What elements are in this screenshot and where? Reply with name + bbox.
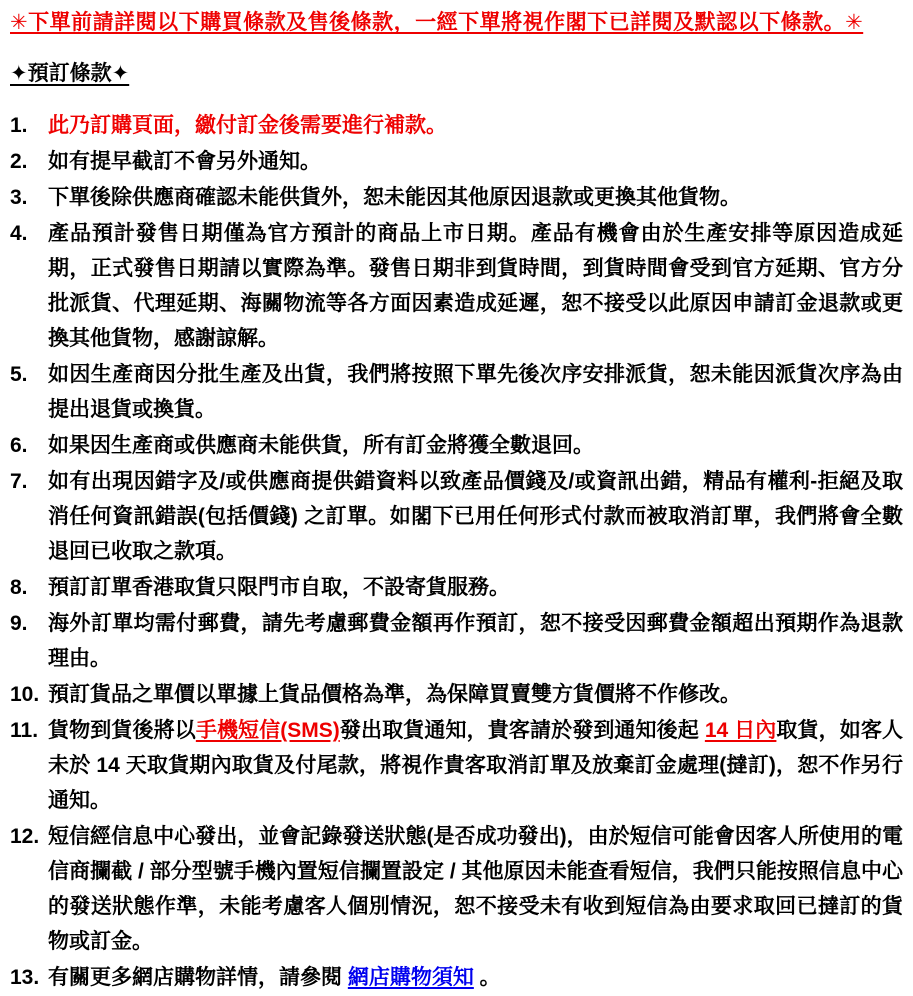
term-text	[48, 222, 903, 350]
term-segment: 海外訂單均需付郵費，請先考慮郵費金額再作預訂，恕不接受因郵費金額超出預期作為退款理由。	[48, 612, 903, 670]
term-number: 13.	[10, 966, 40, 989]
term-item	[10, 108, 903, 143]
term-text	[48, 470, 903, 563]
term-number: 4.	[10, 222, 28, 245]
term-item	[10, 819, 903, 959]
term-text	[48, 114, 447, 137]
term-number: 12.	[10, 825, 40, 848]
term-segment: 短信經信息中心發出，並會記錄發送狀態(是否成功發出)，由於短信可能會因客人所使用的電信商攔截 / 部分型號手機內置短信攔置設定 / 其他原因未能查看短信，我們只能按照信息中心的發送狀態作準，未能考慮客人個別情況，恕不接受未有收到短信為由要求取回已撻訂的貨物或訂金。	[48, 825, 903, 953]
term-text	[48, 363, 903, 421]
term-segment: 有關更多網店購物詳情，請參閱	[48, 966, 348, 989]
term-number: 9.	[10, 612, 28, 635]
term-segment: 發出取貨通知，貴客請於發到通知後起	[339, 719, 705, 742]
term-segment: 如有出現因錯字及/或供應商提供錯資料以致產品價錢及/或資訊出錯，精品有權利-拒絕及取消任何資訊錯誤(包括價錢) 之訂單。如閣下已用任何形式付款而被取消訂單，我們將會全數退回已收取之款項。	[48, 470, 903, 563]
term-number: 8.	[10, 576, 28, 599]
term-item	[10, 216, 903, 356]
term-segment: 預訂貨品之單價以單據上貨品價格為準，為保障買賣雙方貨價將不作修改。	[48, 683, 741, 706]
term-text	[48, 612, 903, 670]
term-text	[48, 966, 501, 989]
term-item	[10, 713, 903, 818]
term-text	[48, 719, 903, 812]
term-number: 2.	[10, 150, 28, 173]
term-segment: 如有提早截訂不會另外通知。	[48, 150, 321, 173]
term-text	[48, 434, 594, 457]
term-item	[10, 464, 903, 569]
preorder-terms-heading: ✦預訂條款✦	[10, 62, 130, 85]
term-number: 3.	[10, 186, 28, 209]
term-number: 5.	[10, 363, 28, 386]
term-segment: 此乃訂購頁面，繳付訂金後需要進行補款。	[48, 114, 447, 137]
term-segment: 14 日內	[704, 719, 777, 742]
term-segment: 如因生產商因分批生產及出貨，我們將按照下單先後次序安排派貨，恕未能因派貨次序為由提出退貨或換貨。	[48, 363, 903, 421]
term-segment: 取貨，如客人未於 14 天取貨期內取貨及付尾款，將視作貴客取消訂單及放棄訂金處理(撻訂)，恕不作另行通知。	[48, 719, 903, 812]
term-number: 11.	[10, 719, 39, 742]
term-item	[10, 180, 903, 215]
terms-list	[10, 108, 903, 995]
term-item	[10, 570, 903, 605]
term-segment: 貨物到貨後將以	[48, 719, 196, 742]
term-segment: 下單後除供應商確認未能供貨外，恕未能因其他原因退款或更換其他貨物。	[48, 186, 741, 209]
term-item	[10, 677, 903, 712]
term-item	[10, 960, 903, 995]
term-number: 6.	[10, 434, 28, 457]
term-text	[48, 825, 903, 953]
term-segment: 產品預計發售日期僅為官方預計的商品上市日期。產品有機會由於生產安排等原因造成延期，正式發售日期請以實際為準。發售日期非到貨時間，到貨時間會受到官方延期、官方分批派貨、代理延期、海關物流等各方面因素造成延遲，恕不接受以此原因申請訂金退款或更換其他貨物，感謝諒解。	[48, 222, 903, 350]
term-item	[10, 428, 903, 463]
term-text	[48, 683, 741, 706]
term-item	[10, 606, 903, 676]
term-text	[48, 186, 741, 209]
term-segment: 手機短信(SMS)	[195, 719, 340, 742]
term-item	[10, 357, 903, 427]
term-segment: 預訂訂單香港取貨只限門市自取，不設寄貨服務。	[48, 576, 510, 599]
term-item	[10, 144, 903, 179]
pre-order-warning-banner: ✳下單前請詳閱以下購買條款及售後條款，一經下單將視作閣下已詳閱及默認以下條款。✳	[10, 11, 864, 34]
term-text	[48, 150, 321, 173]
store-shopping-notice-link[interactable]: 網店購物須知	[347, 966, 474, 989]
term-text	[48, 576, 510, 599]
term-number: 10.	[10, 683, 40, 706]
term-number: 1.	[10, 114, 28, 137]
term-segment: 。	[473, 966, 501, 989]
term-segment: 如果因生產商或供應商未能供貨，所有訂金將獲全數退回。	[48, 434, 594, 457]
term-number: 7.	[10, 470, 28, 493]
